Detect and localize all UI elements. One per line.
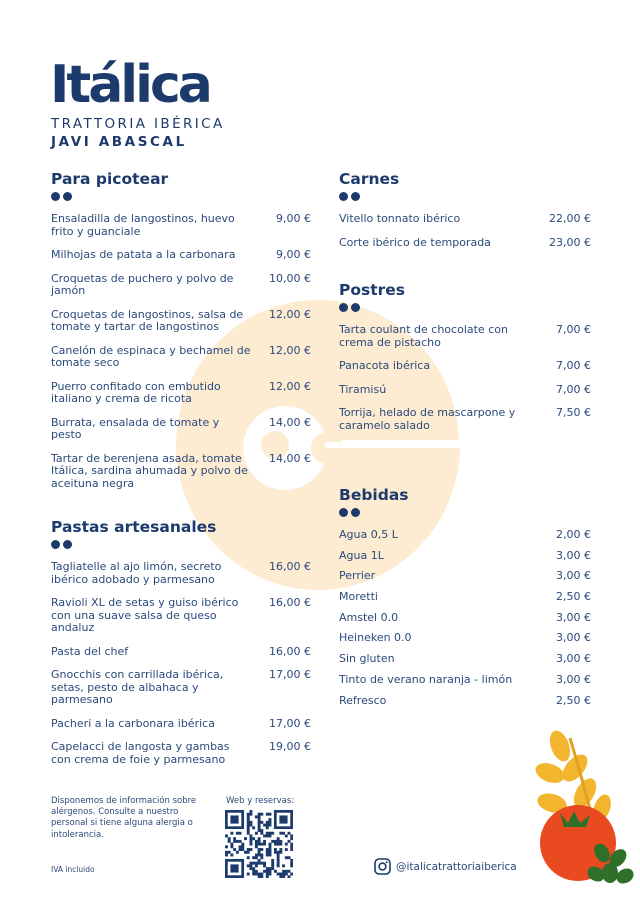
menu-item-price: 14,00 € (269, 415, 311, 429)
menu-item (51, 646, 311, 659)
menu-item-name: Ensaladilla de langostinos, huevo frito y guanciale (51, 212, 235, 238)
menu-item (339, 674, 591, 687)
menu-item (339, 324, 591, 349)
menu-item-name: Burrata, ensalada de tomate y pesto (51, 415, 220, 441)
menu-item (51, 417, 311, 442)
menu-item-name: Torrija, helado de mascarpone y caramelo salado (339, 406, 516, 432)
menu-item-price: 3,00 € (556, 548, 591, 562)
menu-item (339, 237, 591, 250)
section-dots (51, 192, 311, 201)
tomato-wheat-illustration (530, 728, 640, 905)
menu-item (339, 612, 591, 625)
menu-item-name: Agua 1L (339, 548, 384, 562)
menu-item-price: 12,00 € (269, 343, 311, 357)
menu-item-price: 7,50 € (556, 406, 591, 419)
menu-item (51, 381, 311, 406)
menu-item-price: 2,50 € (556, 693, 591, 707)
menu-item-name: Vitello tonnato ibérico (339, 212, 461, 225)
menu-item-name: Capelacci de langosta y gambas con crema de foie y parmesano (51, 740, 230, 766)
section-dots (339, 508, 591, 517)
menu-item-price: 12,00 € (269, 379, 311, 393)
iva-note: IVA incluido (51, 865, 95, 874)
menu-item (51, 741, 311, 766)
menu-item-price: 2,00 € (556, 528, 591, 541)
section-title: Carnes (339, 170, 400, 188)
menu-item-price: 9,00 € (276, 248, 311, 261)
section-title: Para picotear (51, 170, 169, 188)
brand-tagline: TRATTORIA IBÉRICA (51, 116, 225, 132)
menu-item-price: 23,00 € (549, 235, 591, 249)
section-picotear (51, 170, 311, 501)
menu-list (51, 213, 311, 490)
menu-item-price: 19,00 € (269, 740, 311, 753)
menu-item-name: Perrier (339, 569, 376, 583)
menu-item-name: Canelón de espinaca y bechamel de tomate seco (51, 343, 251, 369)
menu-item-name: Tinto de verano naranja - limón (339, 672, 513, 686)
menu-item-price: 3,00 € (556, 652, 591, 666)
menu-item (339, 384, 591, 397)
menu-item (339, 653, 591, 666)
menu-item-name: Heineken 0.0 (339, 631, 412, 645)
section-postres (339, 281, 591, 443)
menu-item-name: Tartar de berenjena asada, tomate Itálica, sardina ahumada y polvo de aceituna negra (51, 451, 248, 490)
section-carnes (339, 170, 591, 260)
brand-chef: JAVI ABASCAL (51, 134, 187, 150)
menu-list (339, 213, 591, 249)
menu-item-price: 16,00 € (269, 644, 311, 658)
menu-item-name: Moretti (339, 590, 378, 604)
menu-item (339, 695, 591, 708)
menu-item-name: Agua 0,5 L (339, 528, 398, 541)
menu-item-price: 3,00 € (556, 569, 591, 583)
section-title: Bebidas (339, 486, 409, 504)
menu-item-name: Tagliatelle al ajo limón, secreto ibérico adobado y parmesano (51, 560, 222, 586)
menu-item-price: 3,00 € (556, 672, 591, 686)
menu-item (51, 273, 311, 298)
section-pastas (51, 518, 311, 777)
menu-list (339, 529, 591, 707)
menu-item (51, 718, 311, 731)
menu-item-price: 9,00 € (276, 212, 311, 225)
menu-item (339, 407, 591, 432)
menu-item-price: 3,00 € (556, 610, 591, 624)
menu-item-price: 17,00 € (269, 668, 311, 681)
menu-item-name: Panacota ibérica (339, 359, 431, 372)
menu-item-price: 7,00 € (556, 382, 591, 396)
menu-item-name: Croquetas de langostinos, salsa de tomate y tartar de langostinos (51, 307, 244, 333)
menu-item-price: 2,50 € (556, 590, 591, 604)
section-dots (339, 303, 591, 312)
menu-item (339, 360, 591, 373)
menu-item-price: 3,00 € (556, 631, 591, 645)
menu-item-price: 10,00 € (269, 271, 311, 285)
menu-item-name: Gnocchis con carrillada ibérica, setas, pesto de albahaca y parmesano (51, 668, 224, 706)
instagram-icon (374, 858, 391, 875)
menu-item-name: Puerro confitado con embutido italiano y crema de ricota (51, 379, 221, 405)
menu-item (51, 669, 311, 707)
section-dots (51, 540, 311, 549)
menu-item-name: Amstel 0.0 (339, 610, 399, 624)
menu-item-price: 22,00 € (549, 212, 591, 225)
menu-item (339, 213, 591, 226)
menu-item (51, 597, 311, 635)
menu-item-name: Pacheri a la carbonara ibérica (51, 716, 215, 730)
brand-logo (50, 52, 210, 112)
menu-item (51, 561, 311, 586)
menu-item (51, 453, 311, 491)
menu-item-name: Corte ibérico de temporada (339, 235, 491, 249)
qr-code[interactable] (225, 810, 293, 878)
web-label: Web y reservas: (226, 796, 295, 806)
instagram-handle: @italicatrattoriaiberica (396, 860, 517, 873)
menu-item-name: Ravioli XL de setas y guiso ibérico con una suave salsa de queso andaluz (51, 596, 239, 634)
section-dots (339, 192, 591, 201)
menu-item-name: Sin gluten (339, 652, 395, 666)
menu-item-price: 16,00 € (269, 560, 311, 573)
section-title: Pastas artesanales (51, 518, 217, 536)
brand-name: Itálica (50, 55, 210, 112)
section-bebidas (339, 486, 591, 715)
section-title: Postres (339, 281, 406, 299)
menu-item-name: Pasta del chef (51, 644, 129, 658)
menu-item (51, 345, 311, 370)
menu-item-price: 7,00 € (556, 359, 591, 372)
menu-item-name: Croquetas de puchero y polvo de jamón (51, 271, 234, 297)
allergen-notice: Disponemos de información sobre alérgenos. Consulte a nuestro personal si tiene alguna alergia o intolerancia. (51, 796, 197, 840)
menu-item-price: 7,00 € (556, 323, 591, 336)
menu-item (339, 550, 591, 563)
menu-item-name: Tiramisú (339, 382, 387, 396)
instagram-link[interactable] (374, 858, 517, 875)
menu-item (51, 213, 311, 238)
menu-item-name: Tarta coulant de chocolate con crema de pistacho (339, 323, 508, 349)
menu-item-name: Milhojas de patata a la carbonara (51, 248, 236, 261)
menu-list (51, 561, 311, 766)
menu-item (339, 591, 591, 604)
menu-item-name: Refresco (339, 693, 387, 707)
menu-item-price: 12,00 € (269, 307, 311, 321)
menu-item (51, 249, 311, 262)
menu-item-price: 14,00 € (269, 451, 311, 465)
menu-item (339, 570, 591, 583)
menu-item (339, 529, 591, 542)
menu-item-price: 16,00 € (269, 596, 311, 609)
menu-item (51, 309, 311, 334)
menu-item (339, 632, 591, 645)
menu-list (339, 324, 591, 432)
menu-item-price: 17,00 € (269, 716, 311, 730)
